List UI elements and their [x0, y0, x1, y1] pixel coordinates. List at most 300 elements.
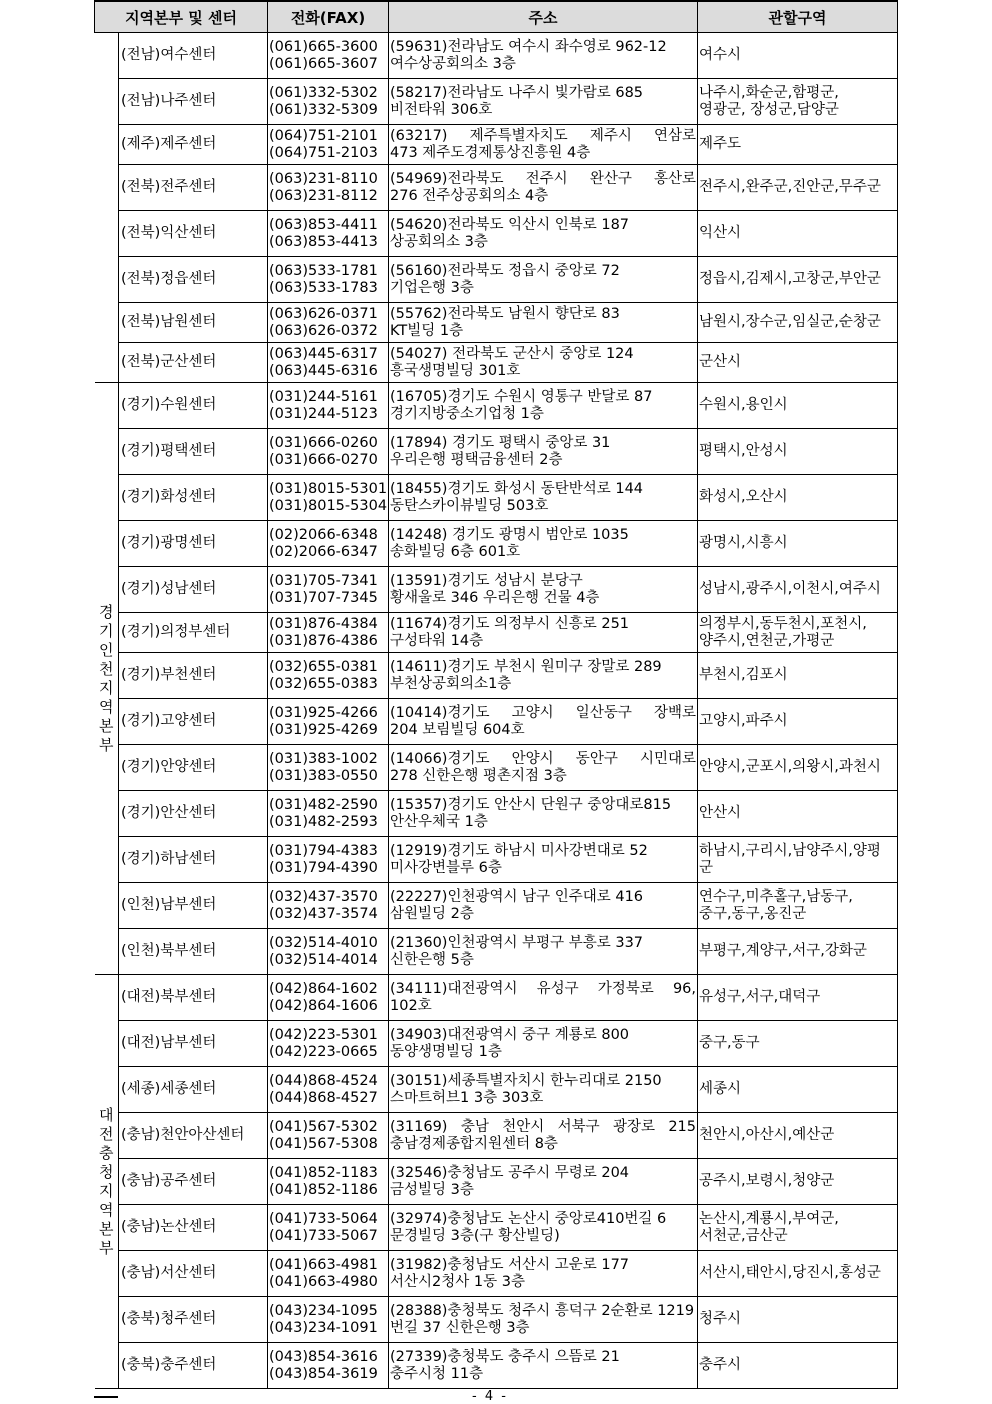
area-cell [698, 745, 898, 791]
phone-cell [268, 653, 389, 699]
address-cell-line: (13591)경기도 성남시 분당구 [390, 572, 583, 589]
address-cell-line: (17894) 경기도 평택시 중앙로 31 [390, 434, 611, 451]
region-name-char: 부 [99, 1238, 114, 1257]
phone-cell [268, 791, 389, 837]
region-name-char: 대 [99, 1105, 114, 1124]
address-cell [389, 383, 698, 429]
area-cell-line: 군산시 [699, 354, 742, 370]
area-cell [698, 429, 898, 475]
center-name: (전북)남원센터 [119, 303, 268, 343]
table-row [95, 567, 898, 613]
address-cell-line: 102호 [390, 997, 432, 1014]
area-cell-line: 정읍시,김제시,고창군,부안군 [699, 271, 881, 287]
address-cell-line: (34903)대전광역시 중구 계룡로 800 [390, 1026, 630, 1043]
address-cell [389, 745, 698, 791]
table-row [95, 383, 898, 429]
address-cell [389, 521, 698, 567]
phone-cell [268, 165, 389, 211]
phone-cell-line: (032)437-3574 [269, 905, 378, 922]
area-cell [698, 343, 898, 383]
area-cell-line: 전주시,완주군,진안군,무주군 [699, 179, 881, 195]
address-cell-line: (22227)인천광역시 남구 인주대로 416 [390, 888, 644, 905]
address-cell [389, 211, 698, 257]
center-name: (경기)화성센터 [119, 475, 268, 521]
center-name: (경기)성남센터 [119, 567, 268, 613]
table-row [95, 975, 898, 1021]
region-name-char: 천 [99, 659, 114, 678]
address-cell [389, 837, 698, 883]
region-name-char: 청 [99, 1162, 114, 1181]
address-cell-line: 충남경제종합지원센터 8층 [390, 1135, 558, 1152]
table-row [95, 745, 898, 791]
region-name-char: 본 [99, 1219, 114, 1238]
center-name: (경기)광명센터 [119, 521, 268, 567]
phone-cell-line: (063)533-1783 [269, 279, 378, 296]
phone-cell-line: (031)876-4384 [269, 615, 378, 632]
center-name: (경기)안산센터 [119, 791, 268, 837]
phone-cell-line: (031)244-5123 [269, 405, 378, 422]
phone-cell-line: (031)8015-5301 [269, 480, 388, 497]
table-row [95, 521, 898, 567]
center-name: (충북)충주센터 [119, 1343, 268, 1389]
area-cell-line: 익산시 [699, 225, 742, 241]
phone-cell [268, 383, 389, 429]
phone-cell-line: (031)482-2593 [269, 813, 378, 830]
center-directory [94, 0, 897, 1389]
phone-cell-line: (063)445-6316 [269, 362, 378, 379]
phone-cell-line: (044)868-4524 [269, 1072, 378, 1089]
table-row [95, 165, 898, 211]
phone-cell [268, 475, 389, 521]
header-address: 주소 [389, 1, 698, 33]
phone-cell [268, 1159, 389, 1205]
phone-cell-line: (02)2066-6348 [269, 526, 378, 543]
header-phone: 전화(FAX) [268, 1, 389, 33]
phone-cell-line: (043)854-3619 [269, 1365, 378, 1382]
address-cell-line: 비전타워 306호 [390, 101, 493, 118]
address-cell-line: (10414)경기도 고양시 일산동구 장백로 [390, 704, 697, 721]
phone-cell-line: (031)705-7341 [269, 572, 378, 589]
phone-cell-line: (031)666-0260 [269, 434, 378, 451]
address-cell [389, 567, 698, 613]
address-cell-line: (12919)경기도 하남시 미사강변대로 52 [390, 842, 648, 859]
table-row [95, 883, 898, 929]
phone-cell-line: (031)925-4269 [269, 721, 378, 738]
phone-cell [268, 79, 389, 125]
table-row [95, 125, 898, 165]
area-cell [698, 165, 898, 211]
phone-cell-line: (031)707-7345 [269, 589, 378, 606]
center-name: (대전)남부센터 [119, 1021, 268, 1067]
address-cell-line: (30151)세종특별자치시 한누리대로 2150 [390, 1072, 662, 1089]
address-cell [389, 1343, 698, 1389]
address-cell-line: (54969)전라북도 전주시 완산구 홍산로 [390, 170, 697, 187]
center-name: (전북)익산센터 [119, 211, 268, 257]
phone-cell-line: (042)864-1602 [269, 980, 378, 997]
table-row [95, 1205, 898, 1251]
phone-cell-line: (063)231-8110 [269, 170, 378, 187]
address-cell-line: 안산우체국 1층 [390, 813, 488, 830]
table-row [95, 1159, 898, 1205]
phone-cell-line: (031)482-2590 [269, 796, 378, 813]
phone-cell [268, 429, 389, 475]
phone-cell-line: (042)223-0665 [269, 1043, 378, 1060]
center-name: (전남)나주센터 [119, 79, 268, 125]
phone-cell-line: (031)383-0550 [269, 767, 378, 784]
address-cell-line: 구성타워 14층 [390, 632, 484, 649]
table-row [95, 837, 898, 883]
address-cell-line: (58217)전라남도 나주시 빛가람로 685 [390, 84, 644, 101]
area-cell [698, 475, 898, 521]
address-cell-line: (31982)충청남도 서산시 고운로 177 [390, 1256, 630, 1273]
center-name: (충남)논산센터 [119, 1205, 268, 1251]
phone-cell-line: (032)437-3570 [269, 888, 378, 905]
address-cell [389, 1297, 698, 1343]
address-cell-line: 동양생명빌딩 1층 [390, 1043, 502, 1060]
center-name: (충남)공주센터 [119, 1159, 268, 1205]
address-cell [389, 1205, 698, 1251]
header-region: 지역본부 및 센터 [95, 1, 268, 33]
address-cell [389, 653, 698, 699]
table-row [95, 613, 898, 653]
address-cell-line: (32546)충청남도 공주시 무령로 204 [390, 1164, 630, 1181]
area-cell [698, 929, 898, 975]
area-cell [698, 1343, 898, 1389]
area-cell-line: 중구,동구 [699, 1035, 760, 1051]
phone-cell-line: (031)383-1002 [269, 750, 378, 767]
table-row [95, 1067, 898, 1113]
table-row [95, 257, 898, 303]
area-cell [698, 521, 898, 567]
address-cell-line: 204 보림빌딩 604호 [390, 721, 525, 738]
area-cell [698, 975, 898, 1021]
address-cell [389, 165, 698, 211]
center-name: (충남)서산센터 [119, 1251, 268, 1297]
area-cell [698, 303, 898, 343]
phone-cell [268, 745, 389, 791]
address-cell [389, 1067, 698, 1113]
address-cell [389, 791, 698, 837]
phone-cell-line: (032)514-4010 [269, 934, 378, 951]
address-cell-line: KT빌딩 1층 [390, 322, 464, 339]
address-cell-line: 경기지방중소기업청 1층 [390, 405, 544, 422]
region-name-char: 역 [99, 1200, 114, 1219]
area-cell [698, 257, 898, 303]
table-row [95, 1021, 898, 1067]
area-cell-line: 서천군,금산군 [699, 1227, 788, 1244]
center-name: (전북)군산센터 [119, 343, 268, 383]
area-cell [698, 383, 898, 429]
phone-cell-line: (041)663-4981 [269, 1256, 378, 1273]
address-cell-line: 신한은행 5층 [390, 951, 474, 968]
address-cell-line: (28388)충청북도 청주시 흥덕구 2순환로 1219 [390, 1302, 695, 1319]
address-cell [389, 929, 698, 975]
area-cell [698, 1067, 898, 1113]
phone-cell-line: (041)663-4980 [269, 1273, 378, 1290]
phone-cell-line: (031)794-4383 [269, 842, 378, 859]
center-name: (경기)의정부센터 [119, 613, 268, 653]
address-cell [389, 613, 698, 653]
area-cell-line: 영광군, 장성군,담양군 [699, 101, 839, 118]
phone-cell-line: (043)234-1091 [269, 1319, 378, 1336]
area-cell-line: 충주시 [699, 1357, 742, 1373]
center-name: (경기)안양센터 [119, 745, 268, 791]
phone-cell-line: (061)332-5302 [269, 84, 378, 101]
center-name: (충북)청주센터 [119, 1297, 268, 1343]
phone-cell [268, 521, 389, 567]
region-cell [95, 33, 119, 383]
table-row [95, 1343, 898, 1389]
address-cell [389, 79, 698, 125]
address-cell-line: (34111)대전광역시 유성구 가정북로 96, [390, 980, 697, 997]
phone-cell [268, 211, 389, 257]
area-cell [698, 1113, 898, 1159]
address-cell-line: 부천상공회의소1층 [390, 675, 512, 692]
area-cell-line: 군 [699, 859, 714, 876]
phone-cell [268, 1343, 389, 1389]
address-cell-line: (11674)경기도 의정부시 신흥로 251 [390, 615, 630, 632]
address-cell-line: (14248) 경기도 광명시 범안로 1035 [390, 526, 629, 543]
phone-cell-line: (063)231-8112 [269, 187, 378, 204]
region-name-char: 지 [99, 1181, 114, 1200]
phone-cell-line: (041)567-5308 [269, 1135, 378, 1152]
address-cell-line: 여수상공회의소 3층 [390, 55, 516, 72]
area-cell-line: 세종시 [699, 1081, 742, 1097]
phone-cell [268, 613, 389, 653]
address-cell [389, 33, 698, 79]
address-cell-line: 금성빌딩 3층 [390, 1181, 474, 1198]
phone-cell-line: (063)853-4413 [269, 233, 378, 250]
phone-cell-line: (041)733-5067 [269, 1227, 378, 1244]
phone-cell [268, 1297, 389, 1343]
phone-cell-line: (041)567-5302 [269, 1118, 378, 1135]
address-cell-line: 충주시청 11층 [390, 1365, 484, 1382]
phone-cell-line: (032)655-0381 [269, 658, 378, 675]
center-name: (전북)정읍센터 [119, 257, 268, 303]
phone-cell [268, 257, 389, 303]
center-name: (전남)여수센터 [119, 33, 268, 79]
address-cell [389, 1159, 698, 1205]
address-cell-line: 상공회의소 3층 [390, 233, 488, 250]
address-cell [389, 699, 698, 745]
area-cell-line: 부평구,계양구,서구,강화군 [699, 943, 867, 959]
address-cell-line: (15357)경기도 안산시 단원구 중앙대로815 [390, 796, 672, 813]
address-cell-line: 삼원빌딩 2층 [390, 905, 474, 922]
area-cell-line: 고양시,파주시 [699, 713, 788, 729]
phone-cell [268, 1251, 389, 1297]
region-name-char: 인 [99, 640, 114, 659]
area-cell-line: 평택시,안성시 [699, 443, 788, 459]
address-cell-line: 473 제주도경제통상진흥원 4층 [390, 144, 591, 161]
center-name: (경기)수원센터 [119, 383, 268, 429]
address-cell [389, 257, 698, 303]
area-cell [698, 1205, 898, 1251]
phone-cell-line: (041)852-1186 [269, 1181, 378, 1198]
area-cell [698, 613, 898, 653]
phone-cell [268, 1067, 389, 1113]
phone-cell [268, 1205, 389, 1251]
phone-cell [268, 343, 389, 383]
address-cell [389, 883, 698, 929]
address-cell-line: (32974)충청남도 논산시 중앙로410번길 6 [390, 1210, 667, 1227]
center-name: (경기)하남센터 [119, 837, 268, 883]
table-row [95, 33, 898, 79]
area-cell-line: 남원시,장수군,임실군,순창군 [699, 314, 881, 330]
phone-cell-line: (063)626-0371 [269, 305, 378, 322]
area-cell [698, 1297, 898, 1343]
address-cell-line: 황새울로 346 우리은행 건물 4층 [390, 589, 600, 606]
table-row [95, 1297, 898, 1343]
phone-cell [268, 125, 389, 165]
phone-cell-line: (031)925-4266 [269, 704, 378, 721]
table-row [95, 79, 898, 125]
address-cell-line: (54027) 전라북도 군산시 중앙로 124 [390, 345, 634, 362]
address-cell [389, 303, 698, 343]
address-cell-line: (63217) 제주특별자치도 제주시 연삼로 [390, 127, 697, 144]
area-cell-line: 연수구,미추홀구,남동구, [699, 888, 853, 905]
phone-cell [268, 929, 389, 975]
address-cell [389, 343, 698, 383]
area-cell [698, 653, 898, 699]
address-cell-line: (56160)전라북도 정읍시 중앙로 72 [390, 262, 620, 279]
region-cell [95, 975, 119, 1389]
region-name-char: 부 [99, 735, 114, 754]
area-cell-line: 수원시,용인시 [699, 397, 788, 413]
address-cell [389, 1251, 698, 1297]
phone-cell-line: (031)876-4386 [269, 632, 378, 649]
table-row [95, 475, 898, 521]
area-cell [698, 567, 898, 613]
region-name-char: 지 [99, 678, 114, 697]
region-name-char: 전 [99, 1124, 114, 1143]
area-cell-line: 청주시 [699, 1311, 742, 1327]
area-cell [698, 33, 898, 79]
address-cell-line: 미사강변블루 6층 [390, 859, 502, 876]
area-cell [698, 1159, 898, 1205]
area-cell [698, 883, 898, 929]
header-row [95, 1, 898, 33]
phone-cell-line: (031)666-0270 [269, 451, 378, 468]
center-name: (충남)천안아산센터 [119, 1113, 268, 1159]
phone-cell-line: (031)8015-5304 [269, 497, 388, 514]
table-row [95, 791, 898, 837]
address-cell [389, 125, 698, 165]
region-cell [95, 383, 119, 975]
phone-cell-line: (032)514-4014 [269, 951, 378, 968]
center-name: (대전)북부센터 [119, 975, 268, 1021]
phone-cell-line: (032)655-0383 [269, 675, 378, 692]
phone-cell-line: (043)854-3616 [269, 1348, 378, 1365]
phone-cell-line: (061)665-3607 [269, 55, 378, 72]
phone-cell [268, 567, 389, 613]
region-name-char: 경 [99, 602, 114, 621]
phone-cell-line: (042)223-5301 [269, 1026, 378, 1043]
area-cell [698, 1251, 898, 1297]
area-cell [698, 79, 898, 125]
center-name: (경기)평택센터 [119, 429, 268, 475]
phone-cell-line: (063)445-6317 [269, 345, 378, 362]
bottom-left-rule [94, 1396, 118, 1398]
address-cell [389, 975, 698, 1021]
center-table [94, 0, 898, 1389]
center-name: (세종)세종센터 [119, 1067, 268, 1113]
area-cell-line: 광명시,시흥시 [699, 535, 788, 551]
table-row [95, 1113, 898, 1159]
phone-cell-line: (063)626-0372 [269, 322, 378, 339]
center-name: (경기)고양센터 [119, 699, 268, 745]
phone-cell-line: (02)2066-6347 [269, 543, 378, 560]
area-cell-line: 화성시,오산시 [699, 489, 788, 505]
address-cell-line: 278 신한은행 평촌지점 3층 [390, 767, 567, 784]
table-row [95, 653, 898, 699]
phone-cell-line: (044)868-4527 [269, 1089, 378, 1106]
region-name-char: 기 [99, 621, 114, 640]
region-name-char: 역 [99, 697, 114, 716]
area-cell [698, 1021, 898, 1067]
table-row [95, 699, 898, 745]
area-cell [698, 837, 898, 883]
region-name-char: 본 [99, 716, 114, 735]
area-cell [698, 211, 898, 257]
address-cell-line: 서산시2청사 1동 3층 [390, 1273, 525, 1290]
area-cell [698, 699, 898, 745]
address-cell-line: (55762)전라북도 남원시 향단로 83 [390, 305, 620, 322]
address-cell-line: 스마트허브1 3층 303호 [390, 1089, 544, 1106]
address-cell-line: 문경빌딩 3층(구 황산빌딩) [390, 1227, 560, 1244]
address-cell-line: 흥국생명빌딩 301호 [390, 362, 521, 379]
area-cell-line: 부천시,김포시 [699, 667, 788, 683]
phone-cell-line: (031)244-5161 [269, 388, 378, 405]
table-row [95, 303, 898, 343]
address-cell [389, 429, 698, 475]
area-cell [698, 125, 898, 165]
area-cell-line: 천안시,아산시,예산군 [699, 1127, 835, 1143]
phone-cell [268, 975, 389, 1021]
address-cell-line: 동탄스카이뷰빌딩 503호 [390, 497, 549, 514]
area-cell-line: 안양시,군포시,의왕시,과천시 [699, 759, 881, 775]
table-row [95, 1251, 898, 1297]
center-name: (제주)제주센터 [119, 125, 268, 165]
phone-cell-line: (064)751-2103 [269, 144, 378, 161]
phone-cell-line: (042)864-1606 [269, 997, 378, 1014]
phone-cell [268, 699, 389, 745]
region-name-char: 충 [99, 1143, 114, 1162]
area-cell-line: 하남시,구리시,남양주시,양평 [699, 842, 881, 859]
address-cell-line: (59631)전라남도 여수시 좌수영로 962-12 [390, 38, 667, 55]
area-cell-line: 서산시,태안시,당진시,홍성군 [699, 1265, 881, 1281]
address-cell-line: (16705)경기도 수원시 영통구 반달로 87 [390, 388, 653, 405]
address-cell-line: (14066)경기도 안양시 동안구 시민대로 [390, 750, 697, 767]
phone-cell-line: (061)665-3600 [269, 38, 378, 55]
area-cell-line: 양주시,연천군,가평군 [699, 632, 835, 649]
address-cell-line: 우리은행 평택금융센터 2층 [390, 451, 563, 468]
address-cell [389, 1113, 698, 1159]
address-cell-line: 276 전주상공회의소 4층 [390, 187, 549, 204]
center-name: (인천)북부센터 [119, 929, 268, 975]
area-cell-line: 의정부시,동두천시,포천시, [699, 615, 867, 632]
area-cell-line: 나주시,화순군,함평군, [699, 84, 839, 101]
area-cell-line: 중구,동구,옹진군 [699, 905, 807, 922]
phone-cell [268, 1021, 389, 1067]
center-name: (전북)전주센터 [119, 165, 268, 211]
table-row [95, 343, 898, 383]
phone-cell-line: (041)852-1183 [269, 1164, 378, 1181]
phone-cell [268, 303, 389, 343]
header-area: 관할구역 [698, 1, 898, 33]
area-cell-line: 제주도 [699, 136, 742, 152]
phone-cell-line: (061)332-5309 [269, 101, 378, 118]
phone-cell-line: (064)751-2101 [269, 127, 378, 144]
